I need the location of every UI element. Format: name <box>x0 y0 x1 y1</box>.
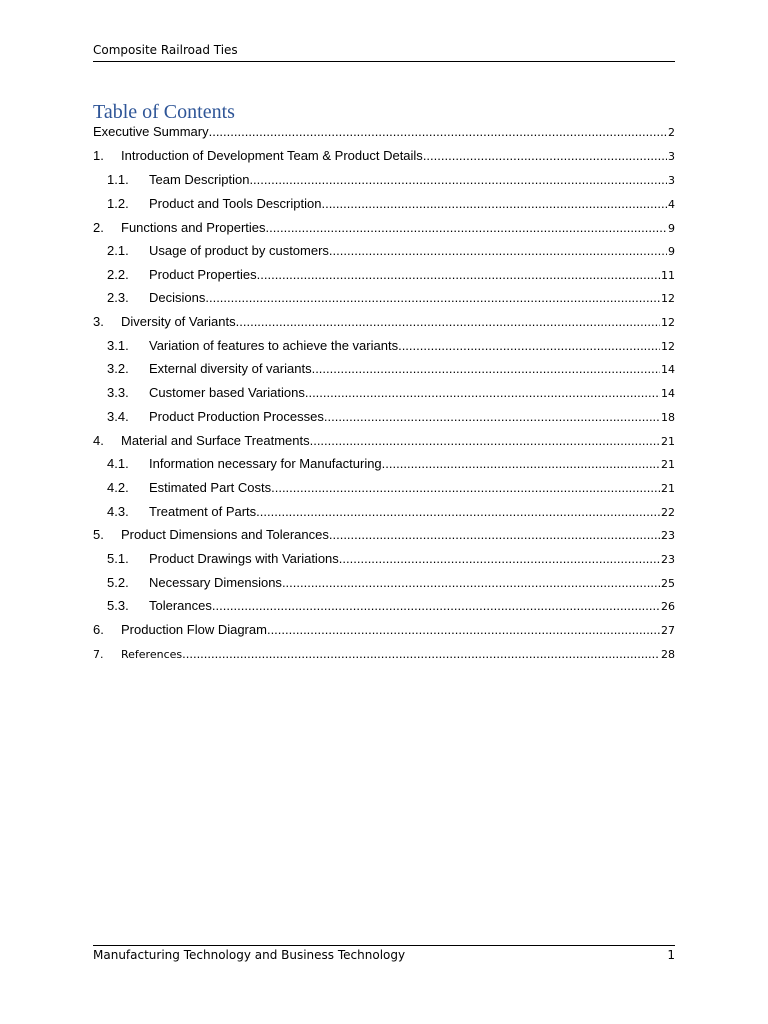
toc-entry-number: 4.1. <box>107 456 129 471</box>
toc-entry[interactable] <box>93 622 675 642</box>
toc-entry-number: 2.2. <box>107 267 129 282</box>
toc-entry-label: Information necessary for Manufacturing <box>149 456 382 471</box>
toc-entry-page-number: 3 <box>668 174 675 187</box>
toc-entry[interactable] <box>107 598 675 618</box>
toc-entry-page-number: 23 <box>661 529 675 542</box>
toc-entry-label: Product Production Processes <box>149 409 324 424</box>
toc-heading: Table of Contents <box>93 101 235 123</box>
footer-page-number: 1 <box>667 948 675 962</box>
toc-dot-leader <box>329 243 667 258</box>
toc-entry-label: Necessary Dimensions <box>149 575 282 590</box>
toc-entry[interactable] <box>93 124 675 144</box>
toc-entry-label: Variation of features to achieve the variants <box>149 338 399 353</box>
toc-entry-number: 2.1. <box>107 243 129 258</box>
toc-dot-leader <box>266 220 667 235</box>
toc-entry-number: 3.4. <box>107 409 129 424</box>
toc-entry[interactable] <box>107 361 675 381</box>
toc-dot-leader <box>423 148 667 163</box>
toc-entry-number: 3.1. <box>107 338 129 353</box>
toc-entry-page-number: 3 <box>668 150 675 163</box>
toc-dot-leader <box>256 504 660 519</box>
toc-dot-leader <box>249 172 667 187</box>
toc-entry[interactable] <box>107 385 675 405</box>
toc-entry-label: Estimated Part Costs <box>149 480 272 495</box>
toc-entry-number: 5.1. <box>107 551 129 566</box>
toc-entry-number: 1. <box>93 148 104 163</box>
toc-entry[interactable] <box>107 456 675 476</box>
page-footer <box>93 945 675 968</box>
toc-entry[interactable] <box>93 646 675 666</box>
toc-entry-page-number: 21 <box>661 435 675 448</box>
toc-entry-number: 5.2. <box>107 575 129 590</box>
toc-entry-label: Introduction of Development Team & Product Details <box>121 148 423 163</box>
toc-entry[interactable] <box>107 504 675 524</box>
toc-entry-number: 6. <box>93 622 104 637</box>
toc-entry-label: Team Description <box>149 172 250 187</box>
toc-entry-page-number: 12 <box>661 292 675 305</box>
toc-entry-label: Treatment of Parts <box>149 504 257 519</box>
toc-entry[interactable] <box>107 196 675 216</box>
toc-entry-page-number: 9 <box>668 222 675 235</box>
toc-entry-page-number: 4 <box>668 198 675 211</box>
toc-entry-page-number: 21 <box>661 458 675 471</box>
toc-entry-number: 3.2. <box>107 361 129 376</box>
toc-entry[interactable] <box>93 314 675 334</box>
toc-entry[interactable] <box>93 433 675 453</box>
toc-entry-number: 5.3. <box>107 598 129 613</box>
toc-entry-page-number: 14 <box>661 363 675 376</box>
toc-entry-page-number: 21 <box>661 482 675 495</box>
toc-entry-page-number: 25 <box>661 577 675 590</box>
toc-entry-number: 1.1. <box>107 172 129 187</box>
toc-entry[interactable] <box>107 243 675 263</box>
toc-entry-number: 1.2. <box>107 196 129 211</box>
toc-dot-leader <box>182 646 660 661</box>
toc-entry[interactable] <box>107 575 675 595</box>
toc-entry-number: 4.2. <box>107 480 129 495</box>
toc-dot-leader <box>305 385 660 400</box>
toc-entry-label: Material and Surface Treatments <box>121 433 310 448</box>
toc-entry-label: Product Drawings with Variations <box>149 551 339 566</box>
toc-entry-number: 3. <box>93 314 104 329</box>
toc-dot-leader <box>209 124 667 139</box>
toc-entry-number: 3.3. <box>107 385 129 400</box>
toc-entry[interactable] <box>107 290 675 310</box>
toc-entry[interactable] <box>93 527 675 547</box>
toc-entry-page-number: 12 <box>661 316 675 329</box>
toc-entry-number: 7. <box>93 648 104 661</box>
toc-entry-label: Tolerances <box>149 598 212 613</box>
toc-entry-page-number: 2 <box>668 126 675 139</box>
toc-entry[interactable] <box>93 220 675 240</box>
toc-entry-label: Product and Tools Description <box>149 196 322 211</box>
header-title: Composite Railroad Ties <box>93 43 238 57</box>
toc-entry-label: Product Dimensions and Tolerances <box>121 527 329 542</box>
toc-dot-leader <box>282 575 660 590</box>
toc-dot-leader <box>267 622 660 637</box>
toc-entry-page-number: 23 <box>661 553 675 566</box>
page-header <box>93 41 675 62</box>
toc-dot-leader <box>339 551 660 566</box>
toc-entry-label: Functions and Properties <box>121 220 266 235</box>
toc-entry-label: Decisions <box>149 290 206 305</box>
toc-entry-label: References <box>121 648 183 661</box>
toc-dot-leader <box>321 196 667 211</box>
toc-dot-leader <box>205 290 660 305</box>
toc-entry-page-number: 26 <box>661 600 675 613</box>
toc-entry-page-number: 11 <box>661 269 675 282</box>
toc-entry-page-number: 9 <box>668 245 675 258</box>
toc-entry-page-number: 12 <box>661 340 675 353</box>
toc-dot-leader <box>324 409 660 424</box>
toc-entry-label: Diversity of Variants <box>121 314 236 329</box>
toc-dot-leader <box>382 456 660 471</box>
toc-dot-leader <box>212 598 660 613</box>
toc-entry[interactable] <box>107 267 675 287</box>
toc-entry-label: Usage of product by customers <box>149 243 329 258</box>
footer-text: Manufacturing Technology and Business Technology <box>93 948 406 962</box>
toc-entry[interactable] <box>107 551 675 571</box>
toc-dot-leader <box>398 338 660 353</box>
toc-entry[interactable] <box>107 480 675 500</box>
toc-entry-page-number: 14 <box>661 387 675 400</box>
toc-entry-page-number: 22 <box>661 506 675 519</box>
toc-entry-label: Product Properties <box>149 267 257 282</box>
toc-entry-label: Customer based Variations <box>149 385 305 400</box>
toc-dot-leader <box>329 527 660 542</box>
toc-entry-number: 2. <box>93 220 104 235</box>
toc-entry[interactable] <box>107 172 675 192</box>
toc-entry-page-number: 28 <box>661 648 675 661</box>
toc-entry[interactable] <box>93 148 675 168</box>
toc-entry-number: 2.3. <box>107 290 129 305</box>
toc-entry-label: Executive Summary <box>93 124 209 139</box>
toc-entry-page-number: 18 <box>661 411 675 424</box>
toc-dot-leader <box>312 361 660 376</box>
toc-dot-leader <box>257 267 660 282</box>
toc-entry-number: 4. <box>93 433 104 448</box>
toc-entry-number: 4.3. <box>107 504 129 519</box>
toc-dot-leader <box>271 480 660 495</box>
toc-dot-leader <box>310 433 660 448</box>
toc-entry-page-number: 27 <box>661 624 675 637</box>
toc-entry-label: Production Flow Diagram <box>121 622 267 637</box>
toc-entry[interactable] <box>107 338 675 358</box>
toc-entry-label: External diversity of variants <box>149 361 312 376</box>
toc-dot-leader <box>236 314 660 329</box>
toc-entry-number: 5. <box>93 527 104 542</box>
toc-entry[interactable] <box>107 409 675 429</box>
